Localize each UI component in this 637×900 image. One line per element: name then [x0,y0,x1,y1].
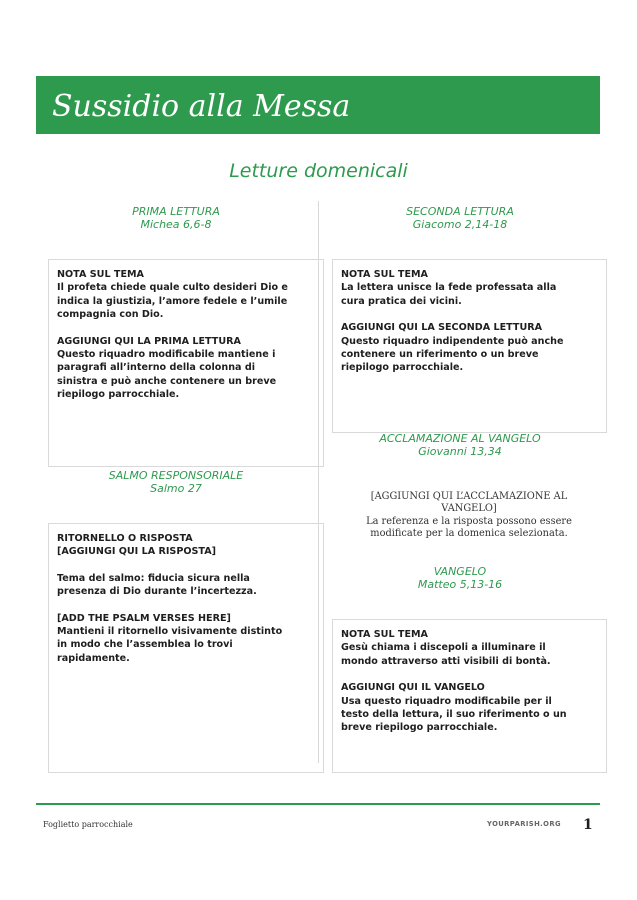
second-reading-reference: Giacomo 2,14-18 [412,218,508,231]
footer-rule [36,803,600,805]
second-reading-box[interactable] [332,259,607,433]
gospel-box[interactable] [332,619,607,773]
psalm-reference: Salmo 27 [150,482,202,495]
add-reading-line: riepilogo parrocchiale. [57,389,180,401]
note-line: La lettera unisce la fede professata alla [341,282,557,294]
add-reading-line: Usa questo riquadro modificabile per il [341,695,552,707]
acclamation-note-line: La referenza e la risposta possono essere [366,515,572,527]
add-reading-line: sinistra e può anche contenere un breve [57,375,277,387]
page-title: Sussidio alla Messa [52,89,351,124]
acclamation-reference: Giovanni 13,34 [418,445,502,458]
psalm-heading [76,469,276,495]
add-reading-line: breve riepilogo parrocchiale. [341,722,498,734]
note-line: compagnia con Dio. [57,309,164,321]
refrain-label: RITORNELLO O RISPOSTA [57,533,193,544]
page-number: 1 [583,817,593,833]
psalm-verses-line: in modo che l’assemblea lo trovi [57,639,233,651]
psalm-title: SALMO RESPONSORIALE [108,469,244,482]
note-label: NOTA SUL TEMA [341,269,428,280]
psalm-box[interactable] [48,523,324,773]
gospel-reference: Matteo 5,13-16 [417,578,503,591]
second-reading-title: SECONDA LETTURA [406,205,514,218]
title-banner [36,76,600,134]
note-line: indica la giustizia, l’amore fedele e l’umile [57,295,288,307]
acclamation-heading [350,432,570,458]
first-reading-reference: Michea 6,6-8 [140,218,212,231]
add-reading-line: riepilogo parrocchiale. [341,362,464,374]
footer-website: YOURPARISH.ORG [487,820,561,828]
psalm-verses-label: [ADD THE PSALM VERSES HERE] [57,612,231,624]
psalm-theme-line: Tema del salmo: fiducia sicura nella [57,572,250,584]
add-reading-line: paragrafi all’interno della colonna di [57,362,256,374]
add-reading-line: contenere un riferimento o un breve [341,349,539,361]
psalm-verses-line: rapidamente. [57,652,130,664]
footer-label: Foglietto parrocchiale [43,820,133,829]
page-subtitle: Letture domenicali [229,160,408,182]
add-reading-label: AGGIUNGI QUI IL VANGELO [341,682,485,694]
note-line: cura pratica dei vicini. [341,295,462,307]
acclamation-placeholder-line: VANGELO] [441,503,497,515]
acclamation-block[interactable] [355,491,583,541]
first-reading-heading [76,205,276,231]
note-line: mondo attraverso atti visibili di bontà. [341,655,551,667]
acclamation-note-line: modificate per la domenica selezionata. [370,528,568,540]
acclamation-title: ACCLAMAZIONE AL VANGELO [379,432,541,445]
note-line: Il profeta chiede quale culto desideri Dio e [57,282,288,294]
note-line: Gesù chiama i discepoli a illuminare il [341,642,546,654]
psalm-verses-line: Mantieni il ritornello visivamente distinto [57,626,283,638]
second-reading-heading [360,205,560,231]
note-label: NOTA SUL TEMA [341,629,428,640]
add-reading-label: AGGIUNGI QUI LA SECONDA LETTURA [341,322,543,334]
first-reading-box[interactable] [48,259,324,467]
note-label: NOTA SUL TEMA [57,269,144,280]
gospel-heading [360,565,560,591]
acclamation-placeholder-line: [AGGIUNGI QUI L’ACCLAMAZIONE AL [370,491,568,502]
refrain-placeholder: [AGGIUNGI QUI LA RISPOSTA] [57,546,217,558]
gospel-title: VANGELO [433,565,487,578]
psalm-theme-line: presenza di Dio durante l’incertezza. [57,586,257,598]
add-reading-label: AGGIUNGI QUI LA PRIMA LETTURA [57,335,241,347]
first-reading-title: PRIMA LETTURA [132,205,220,218]
add-reading-line: testo della lettura, il suo riferimento o un [341,709,567,721]
add-reading-line: Questo riquadro modificabile mantiene i [57,349,276,361]
add-reading-line: Questo riquadro indipendente può anche [341,335,564,347]
